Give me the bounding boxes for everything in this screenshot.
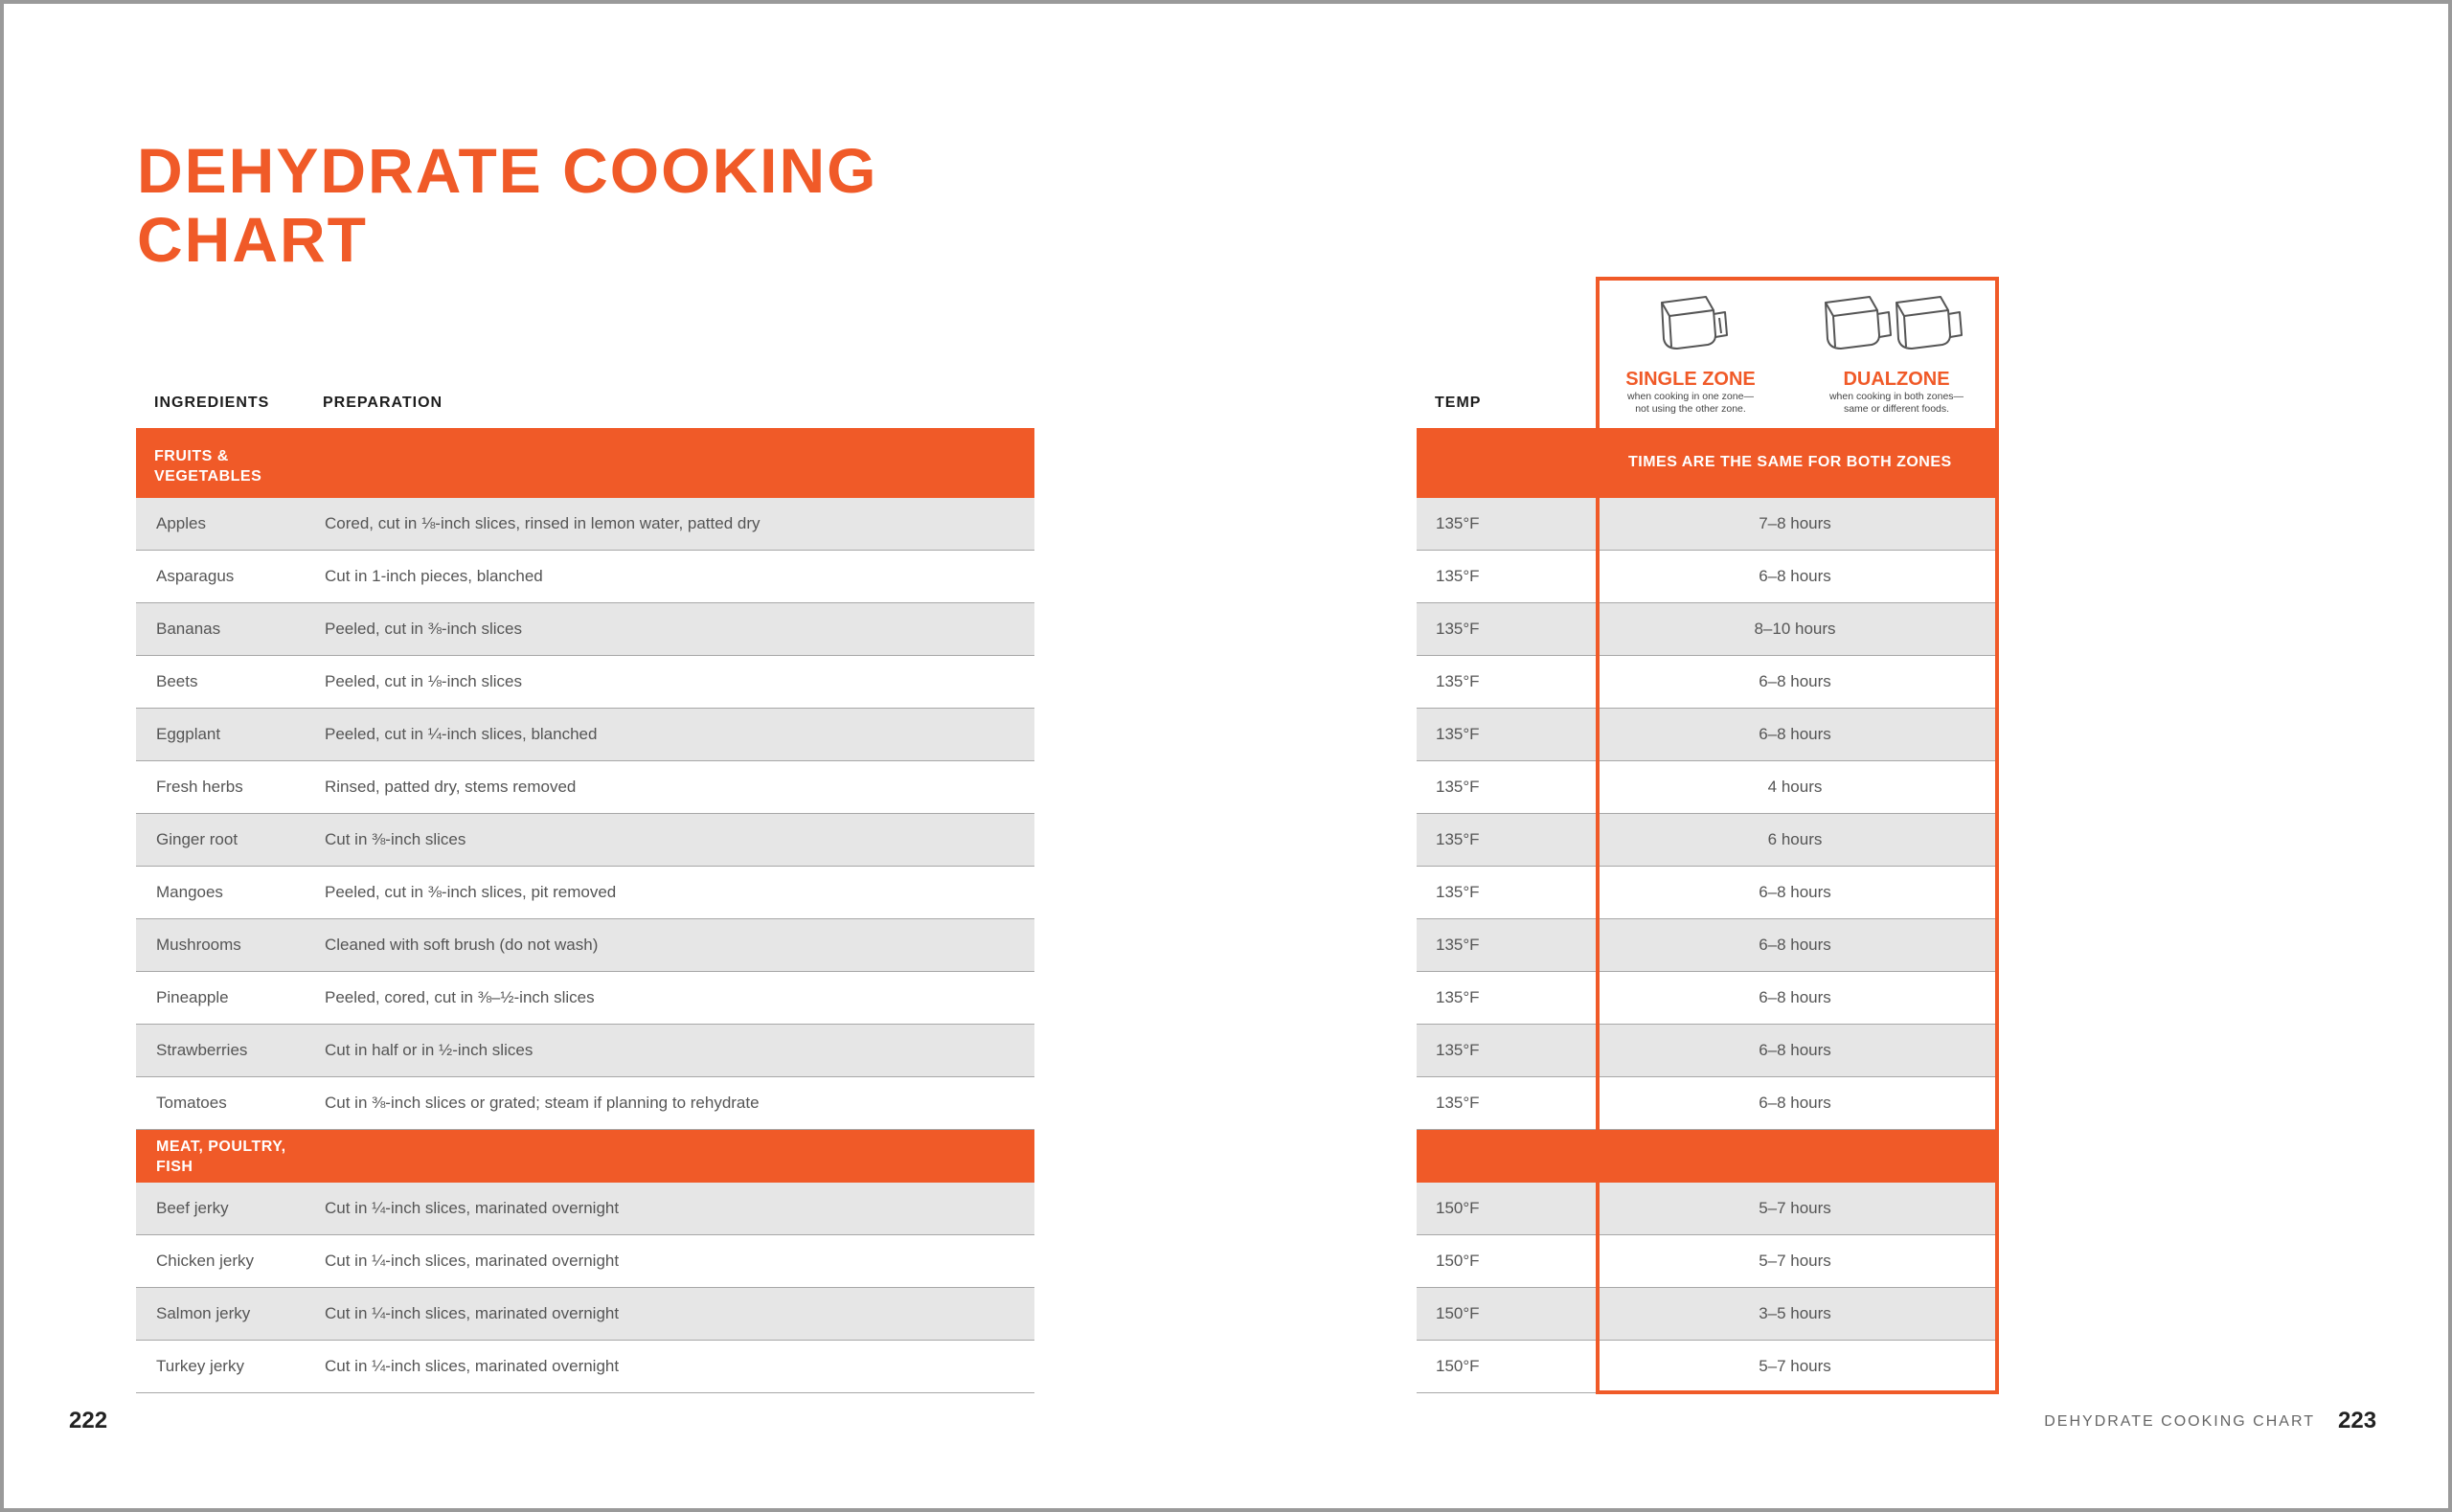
temp-cell: 150°F xyxy=(1436,1304,1480,1322)
section-band-fruits xyxy=(136,428,1034,498)
ingredient-cell: Bananas xyxy=(156,620,221,638)
section-band-meat xyxy=(136,1130,1034,1183)
preparation-cell: Cut in ¼-inch slices, marinated overnight xyxy=(325,1252,620,1270)
preparation-cell: Peeled, cut in ⅛-inch slices xyxy=(325,672,522,690)
dual-zone-title: DUALZONE xyxy=(1843,369,1950,390)
preparation-cell: Peeled, cut in ⅜-inch slices, pit removed xyxy=(325,883,617,901)
time-cell: 6–8 hours xyxy=(1759,1041,1831,1059)
section-band-meat-right xyxy=(1417,1130,1998,1183)
ingredient-cell: Tomatoes xyxy=(156,1094,227,1112)
table-row xyxy=(1417,919,1998,972)
ingredient-cell: Turkey jerky xyxy=(156,1357,244,1375)
time-cell: 4 hours xyxy=(1767,778,1823,796)
table-row xyxy=(1417,709,1998,761)
table-row xyxy=(136,1025,1034,1077)
preparation-cell: Cut in ¼-inch slices, marinated overnight xyxy=(325,1357,620,1375)
table-row xyxy=(1417,972,1998,1025)
ingredient-cell: Ginger root xyxy=(156,830,238,848)
temp-cell: 150°F xyxy=(1436,1199,1480,1217)
time-cell: 6–8 hours xyxy=(1759,672,1831,690)
table-row xyxy=(1417,814,1998,867)
time-cell: 5–7 hours xyxy=(1759,1252,1831,1270)
page-number-left: 222 xyxy=(69,1408,108,1433)
temp-cell: 150°F xyxy=(1436,1357,1480,1375)
time-cell: 5–7 hours xyxy=(1759,1357,1831,1375)
section-label-fruits xyxy=(154,446,261,486)
ingredient-cell: Beets xyxy=(156,672,198,690)
dual-zone-sub-line1: when cooking in both zones— xyxy=(1828,391,1964,402)
temp-cell: 135°F xyxy=(1436,1041,1480,1059)
temp-cell: 135°F xyxy=(1436,514,1480,532)
table-row xyxy=(136,603,1034,656)
table-row xyxy=(1417,1025,1998,1077)
temp-cell: 135°F xyxy=(1436,883,1480,901)
dual-basket-icon xyxy=(1822,289,1975,358)
title-line-2: CHART xyxy=(137,204,368,275)
ingredient-cell: Mushrooms xyxy=(156,936,241,954)
time-cell: 6–8 hours xyxy=(1759,725,1831,743)
table-row xyxy=(1417,1288,1998,1341)
ingredient-cell: Eggplant xyxy=(156,725,221,743)
ingredient-cell: Strawberries xyxy=(156,1041,248,1059)
temp-header: TEMP xyxy=(1435,395,1482,411)
same-times-note: TIMES ARE THE SAME FOR BOTH ZONES xyxy=(1628,454,1952,470)
single-zone-title: SINGLE ZONE xyxy=(1625,369,1756,390)
ingredient-cell: Apples xyxy=(156,514,206,532)
dual-zone-sub-line2: same or different foods. xyxy=(1843,403,1950,415)
preparation-cell: Cored, cut in ⅛-inch slices, rinsed in lemon water, patted dry xyxy=(325,514,761,532)
temp-cell: 135°F xyxy=(1436,620,1480,638)
temp-cell: 150°F xyxy=(1436,1252,1480,1270)
time-cell: 3–5 hours xyxy=(1759,1304,1831,1322)
table-row xyxy=(1417,603,1998,656)
table-row xyxy=(136,709,1034,761)
table-row xyxy=(136,1341,1034,1393)
time-cell: 6–8 hours xyxy=(1759,567,1831,585)
time-cell: 5–7 hours xyxy=(1759,1199,1831,1217)
preparation-cell: Cut in half or in ½-inch slices xyxy=(325,1041,534,1059)
temp-time-table xyxy=(1417,428,1998,1393)
time-cell: 6 hours xyxy=(1767,830,1823,848)
table-row xyxy=(136,1288,1034,1341)
preparation-cell: Peeled, cut in ⅜-inch slices xyxy=(325,620,522,638)
table-row xyxy=(136,1235,1034,1288)
table-row xyxy=(1417,1235,1998,1288)
table-row xyxy=(136,867,1034,919)
preparation-cell: Cleaned with soft brush (do not wash) xyxy=(325,936,599,954)
single-basket-icon xyxy=(1656,289,1737,358)
table-row xyxy=(136,761,1034,814)
preparation-cell: Cut in 1-inch pieces, blanched xyxy=(325,567,543,585)
single-zone-sub-line2: not using the other zone. xyxy=(1635,403,1746,415)
table-row xyxy=(1417,761,1998,814)
time-cell: 6–8 hours xyxy=(1759,988,1831,1006)
table-row xyxy=(136,551,1034,603)
single-zone-subtitle xyxy=(1600,391,1782,416)
section-label-line1: FRUITS & xyxy=(154,448,229,464)
preparation-cell: Rinsed, patted dry, stems removed xyxy=(325,778,577,796)
temp-cell: 135°F xyxy=(1436,672,1480,690)
temp-cell: 135°F xyxy=(1436,567,1480,585)
table-row xyxy=(1417,1077,1998,1130)
preparation-header: PREPARATION xyxy=(323,395,443,411)
section-label-line2: FISH xyxy=(156,1159,193,1175)
table-row xyxy=(136,814,1034,867)
temp-cell: 135°F xyxy=(1436,778,1480,796)
table-row xyxy=(1417,867,1998,919)
preparation-cell: Peeled, cut in ¼-inch slices, blanched xyxy=(325,725,598,743)
time-cell: 7–8 hours xyxy=(1759,514,1831,532)
same-times-band xyxy=(1417,428,1998,498)
table-row xyxy=(136,1077,1034,1130)
section-label-line2: VEGETABLES xyxy=(154,468,262,485)
table-row xyxy=(1417,498,1998,551)
table-row xyxy=(1417,1183,1998,1235)
page-number-right: 223 xyxy=(2338,1408,2377,1433)
table-row xyxy=(136,656,1034,709)
section-label-line1: MEAT, POULTRY, xyxy=(156,1139,286,1155)
ingredient-cell: Fresh herbs xyxy=(156,778,243,796)
ingredient-cell: Salmon jerky xyxy=(156,1304,251,1322)
table-row xyxy=(1417,1341,1998,1393)
temp-cell: 135°F xyxy=(1436,1094,1480,1112)
time-cell: 6–8 hours xyxy=(1759,1094,1831,1112)
dual-zone-subtitle xyxy=(1803,391,1990,416)
table-row xyxy=(136,1183,1034,1235)
preparation-cell: Peeled, cored, cut in ⅜–½-inch slices xyxy=(325,988,595,1006)
table-row xyxy=(136,919,1034,972)
running-title: DEHYDRATE COOKING CHART xyxy=(2044,1413,2315,1430)
temp-cell: 135°F xyxy=(1436,936,1480,954)
table-row xyxy=(1417,656,1998,709)
temp-cell: 135°F xyxy=(1436,988,1480,1006)
ingredients-table xyxy=(136,428,1034,1393)
ingredient-cell: Mangoes xyxy=(156,883,223,901)
ingredient-cell: Chicken jerky xyxy=(156,1252,255,1270)
ingredient-cell: Pineapple xyxy=(156,988,229,1006)
temp-cell: 135°F xyxy=(1436,725,1480,743)
table-row xyxy=(1417,551,1998,603)
ingredient-cell: Beef jerky xyxy=(156,1199,229,1217)
page-title xyxy=(137,136,877,274)
time-cell: 8–10 hours xyxy=(1754,620,1836,638)
time-cell: 6–8 hours xyxy=(1759,936,1831,954)
single-zone-sub-line1: when cooking in one zone— xyxy=(1627,391,1754,402)
table-row xyxy=(136,972,1034,1025)
preparation-cell: Cut in ¼-inch slices, marinated overnight xyxy=(325,1199,620,1217)
ingredients-header: INGREDIENTS xyxy=(154,395,270,411)
title-line-1: DEHYDRATE COOKING xyxy=(137,135,878,206)
ingredient-cell: Asparagus xyxy=(156,567,235,585)
time-cell: 6–8 hours xyxy=(1759,883,1831,901)
table-row xyxy=(136,498,1034,551)
section-label-meat xyxy=(156,1137,286,1177)
preparation-cell: Cut in ¼-inch slices, marinated overnight xyxy=(325,1304,620,1322)
temp-cell: 135°F xyxy=(1436,830,1480,848)
preparation-cell: Cut in ⅜-inch slices or grated; steam if planning to rehydrate xyxy=(325,1094,760,1112)
preparation-cell: Cut in ⅜-inch slices xyxy=(325,830,466,848)
